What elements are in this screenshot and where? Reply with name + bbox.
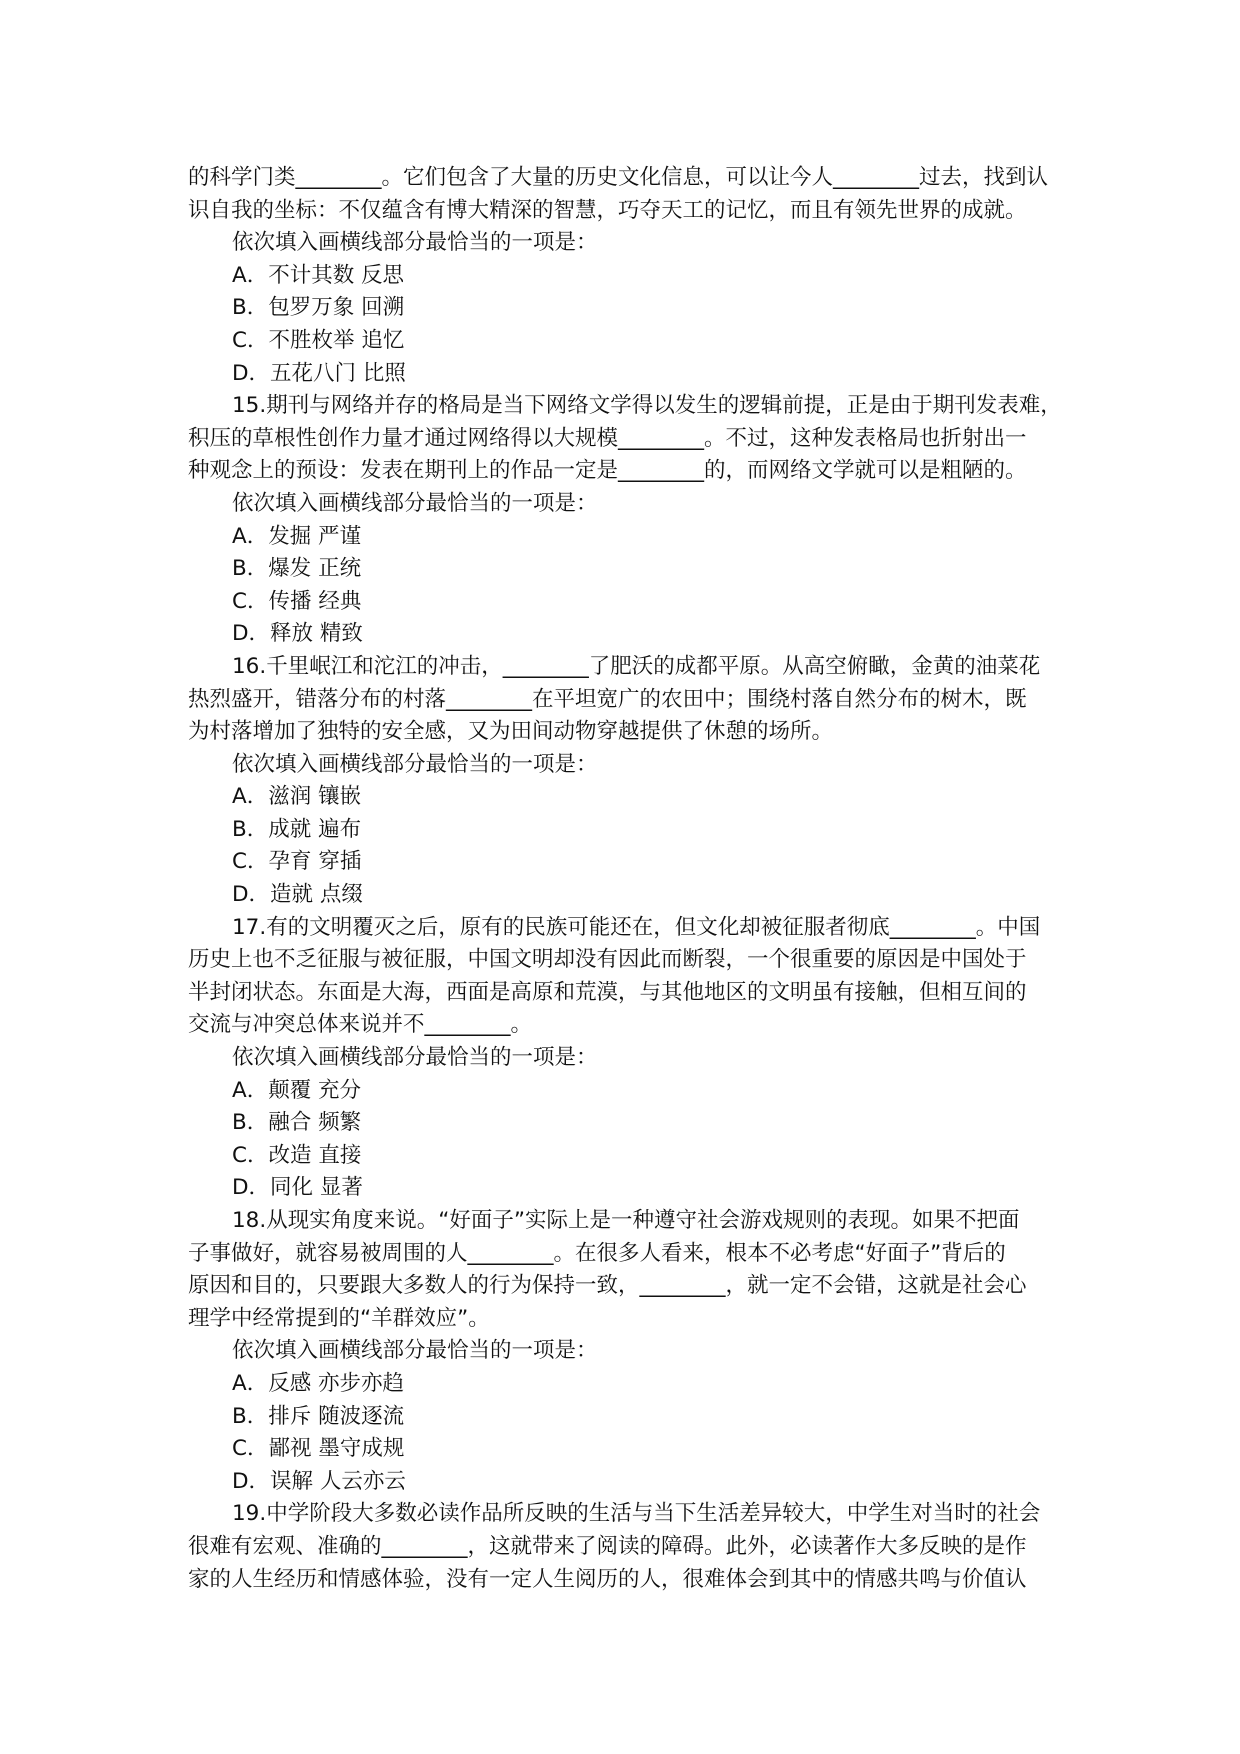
text-line: D．释放 精致 (232, 621, 363, 647)
text-line: B．融合 频繁 (232, 1110, 362, 1136)
text-line: 18.从现实角度来说。“好面子”实际上是一种遵守社会游戏规则的表现。如果不把面 (232, 1208, 1020, 1233)
text-line: D．误解 人云亦云 (232, 1468, 406, 1494)
text-line: D．五花八门 比照 (232, 360, 406, 386)
text-line: C．传播 经典 (232, 588, 362, 614)
text-line: 的科学门类________。它们包含了大量的历史文化信息，可以让今人________过去，找到认 (188, 165, 1049, 190)
text-line: A．滋润 镶嵌 (232, 784, 362, 810)
text-line: 历史上也不乏征服与被征服，中国文明却没有因此而断裂，一个很重要的原因是中国处于 (188, 947, 1027, 973)
text-line: 半封闭状态。东面是大海，西面是高原和荒漠，与其他地区的文明虽有接触，但相互间的 (188, 979, 1027, 1005)
text-line: 依次填入画横线部分最恰当的一项是： (232, 490, 598, 516)
text-line: 种观念上的预设：发表在期刊上的作品一定是________的，而网络文学就可以是粗陋的。 (188, 458, 1027, 484)
text-line: 15.期刊与网络并存的格局是当下网络文学得以发生的逻辑前提，正是由于期刊发表难， (232, 393, 1062, 419)
text-line: C．孕育 穿插 (232, 849, 362, 875)
text-line: 17.有的文明覆灭之后，原有的民族可能还在，但文化却被征服者彻底________。中国 (232, 914, 1041, 940)
text-line: A．颠覆 充分 (232, 1077, 362, 1103)
text-line: 积压的草根性创作力量才通过网络得以大规模________。不过，这种发表格局也折射出一 (188, 425, 1027, 451)
text-line: 交流与冲突总体来说并不________。 (188, 1012, 533, 1038)
text-line: 19.中学阶段大多数必读作品所反映的生活与当下生活差异较大，中学生对当时的社会 (232, 1501, 1041, 1527)
text-line: A．发掘 严谨 (232, 523, 362, 549)
text-line: 家的人生经历和情感体验，没有一定人生阅历的人，很难体会到其中的情感共鸣与价值认 (188, 1566, 1027, 1592)
text-line: 热烈盛开，错落分布的村落________在平坦宽广的农田中；围绕村落自然分布的树木，既 (188, 686, 1027, 712)
text-line: 很难有宏观、准确的________，这就带来了阅读的障碍。此外，必读著作大多反映的是作 (188, 1533, 1027, 1559)
text-line: B．排斥 随波逐流 (232, 1403, 405, 1429)
text-line: A．反感 亦步亦趋 (232, 1370, 405, 1396)
text-line: 为村落增加了独特的安全感，又为田间动物穿越提供了休憩的场所。 (188, 719, 834, 745)
text-line: 原因和目的，只要跟大多数人的行为保持一致，________，就一定不会错，这就是社会心 (188, 1273, 1027, 1299)
text-line: 理学中经常提到的“羊群效应”。 (188, 1305, 490, 1331)
text-line: B．爆发 正统 (232, 556, 362, 582)
text-line: B．成就 遍布 (232, 816, 362, 842)
text-line: 识自我的坐标：不仅蕴含有博大精深的智慧，巧夺天工的记忆，而且有领先世界的成就。 (188, 197, 1027, 223)
document-body (188, 162, 1068, 1596)
text-line: 子事做好，就容易被周围的人________。在很多人看来，根本不必考虑“好面子”背后的 (188, 1240, 1006, 1266)
text-line: C．不胜枚举 追忆 (232, 327, 405, 353)
text-line: B．包罗万象 回溯 (232, 295, 405, 321)
text-line: A．不计其数 反思 (232, 262, 405, 288)
text-line: 依次填入画横线部分最恰当的一项是： (232, 1338, 598, 1364)
text-line: D．同化 显著 (232, 1175, 363, 1201)
text-line: 16.千里岷江和沱江的冲击，________了肥沃的成都平原。从高空俯瞰，金黄的油菜花 (232, 653, 1041, 679)
text-line: 依次填入画横线部分最恰当的一项是： (232, 230, 598, 256)
text-line: 依次填入画横线部分最恰当的一项是： (232, 751, 598, 777)
text-line: C．改造 直接 (232, 1142, 362, 1168)
text-line: C．鄙视 墨守成规 (232, 1436, 405, 1462)
text-line: 依次填入画横线部分最恰当的一项是： (232, 1045, 598, 1071)
text-line: D．造就 点缀 (232, 882, 363, 908)
